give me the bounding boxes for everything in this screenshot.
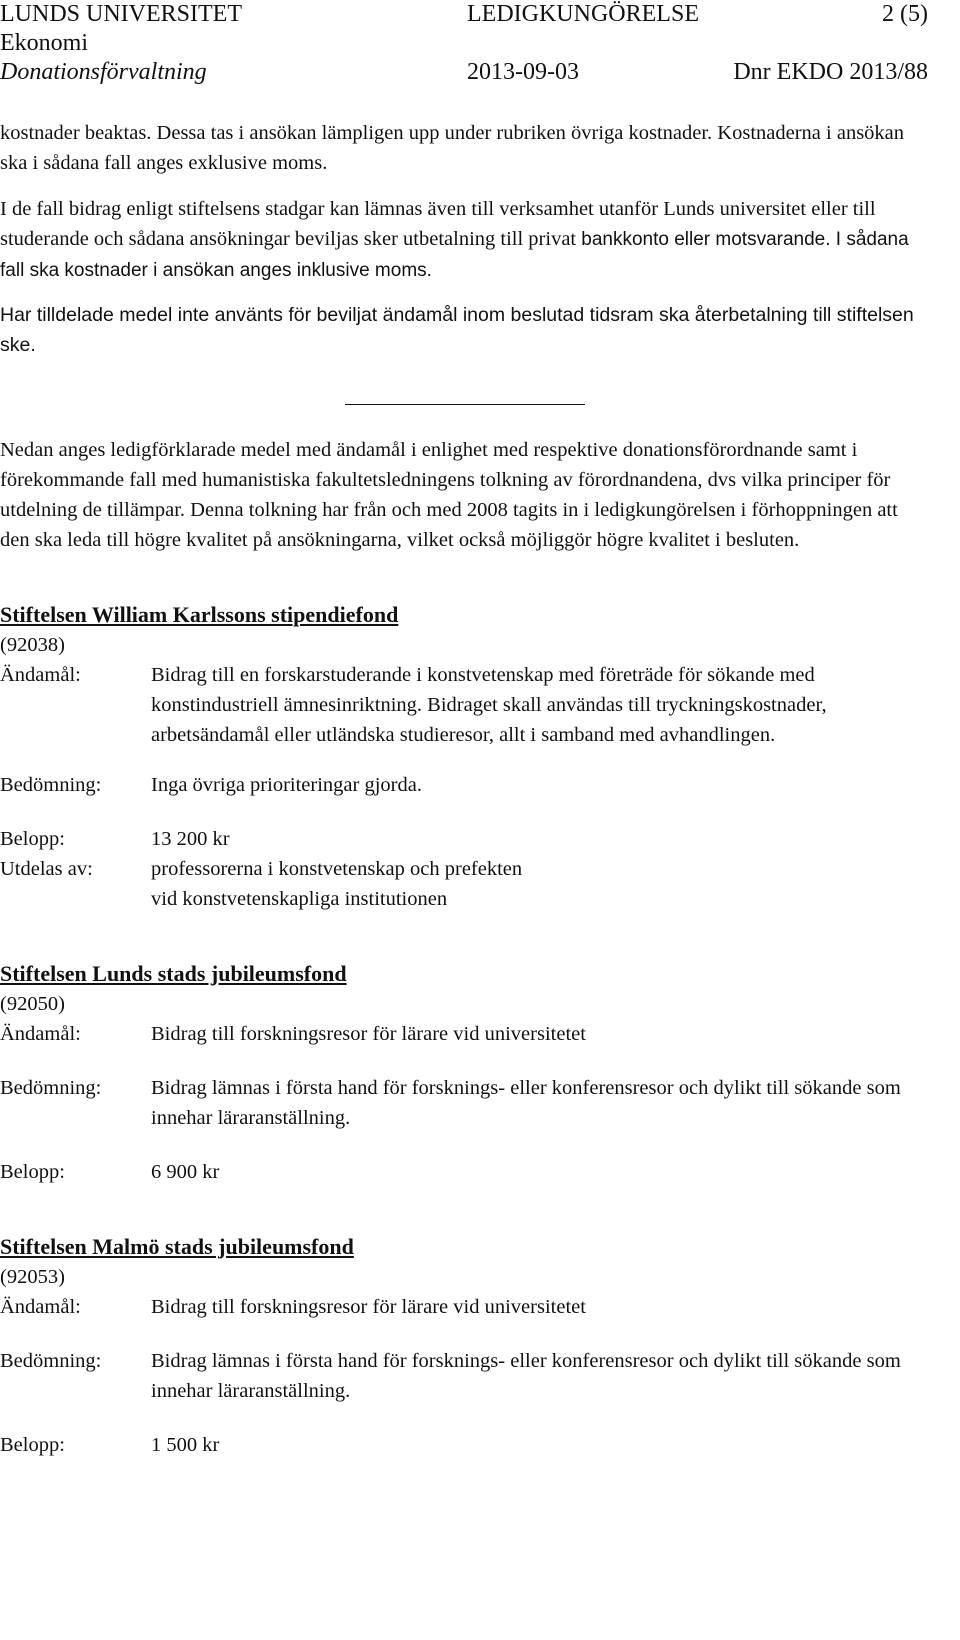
assessment-label: Bedömning: bbox=[0, 1350, 102, 1372]
distributor-line: vid konstvetenskapliga institutionen bbox=[151, 888, 448, 910]
fund-title: Stiftelsen Malmö stads jubileumsfond bbox=[0, 1234, 354, 1259]
fund-distributor-row bbox=[0, 854, 930, 914]
fund-amount-row bbox=[0, 1430, 930, 1460]
paragraph-payment-sans: bankkonto eller motsvarande. I sådana fall ska kostnader i ansökan anges inklusive moms. bbox=[0, 229, 909, 281]
fund-assessment-row bbox=[0, 1346, 930, 1406]
paragraph-intro: Nedan anges ledigförklarade medel med ändamål i enlighet med respektive donationsförordnande samt i förekommande fall med humanistiska fakultetsledningens tolkning av förordnandena, dvs vilka principer för utdelning de tillämpar. Denna tolkning har från och med 2008 tagits in i ledigkungörelsen i förhoppningen att den ska leda till högre kvalitet på ansökningarna, vilket också möjliggör högre kvalitet i besluten. bbox=[0, 439, 898, 551]
paragraph-costs: kostnader beaktas. Dessa tas i ansökan lämpligen upp under rubriken övriga kostnader. Kostnaderna i ansökan ska i sådana fall anges exklusive moms. bbox=[0, 122, 905, 174]
distributor-label: Utdelas av: bbox=[0, 858, 93, 880]
page-number: 2 (5) bbox=[882, 1, 928, 27]
fund-title: Stiftelsen William Karlssons stipendiefond bbox=[0, 602, 399, 627]
amount-label: Belopp: bbox=[0, 1161, 65, 1183]
amount-label: Belopp: bbox=[0, 828, 65, 850]
assessment-label: Bedömning: bbox=[0, 1077, 102, 1099]
fund-code: (92038) bbox=[0, 634, 65, 656]
amount-value: 6 900 kr bbox=[151, 1161, 220, 1183]
purpose-value: Bidrag till en forskarstuderande i konstvetenskap med företräde för sökande med konstindustriell ämnesinriktning. Bidraget skall användas till tryckningskostnader, arbetsändamål eller utländska studieresor, allt i samband med avhandlingen. bbox=[151, 664, 827, 746]
distributor-line: professorerna i konstvetenskap och prefekten bbox=[151, 858, 523, 880]
doc-date: 2013-09-03 bbox=[467, 59, 579, 85]
purpose-value: Bidrag till forskningsresor för lärare vid universitetet bbox=[151, 1296, 586, 1318]
paragraph-payment-text: I de fall bidrag enligt stiftelsens stadgar kan lämnas även till verksamhet utanför Lunds universitet eller till studerande och sådana ansökningar beviljas sker utbetalning till privat bbox=[0, 198, 876, 250]
fund-amount-row bbox=[0, 824, 930, 854]
assessment-label: Bedömning: bbox=[0, 774, 102, 796]
fund-section bbox=[0, 1232, 930, 1460]
purpose-value: Bidrag till forskningsresor för lärare vid universitetet bbox=[151, 1023, 586, 1045]
unit-name: Ekonomi bbox=[0, 30, 88, 56]
paragraph-payment bbox=[0, 194, 930, 286]
fund-code: (92053) bbox=[0, 1266, 65, 1288]
fund-section bbox=[0, 600, 930, 914]
assessment-value: Bidrag lämnas i första hand för forsknings- eller konferensresor och dylikt till sökande som innehar läraranställning. bbox=[151, 1350, 901, 1402]
org-name: LUNDS UNIVERSITET bbox=[0, 1, 242, 27]
purpose-label: Ändamål: bbox=[0, 1296, 81, 1318]
document-body bbox=[0, 118, 930, 1460]
fund-purpose-row bbox=[0, 660, 930, 750]
assessment-value: Inga övriga prioriteringar gjorda. bbox=[151, 774, 422, 796]
assessment-value: Bidrag lämnas i första hand för forsknings- eller konferensresor och dylikt till sökande som innehar läraranställning. bbox=[151, 1077, 901, 1129]
distributor-value bbox=[151, 854, 930, 914]
fund-title: Stiftelsen Lunds stads jubileumsfond bbox=[0, 961, 347, 986]
paragraph-repayment: Har tilldelade medel inte använts för beviljat ändamål inom beslutad tidsram ska återbetalning till stiftelsen ske. bbox=[0, 304, 914, 356]
fund-assessment-row bbox=[0, 770, 930, 800]
amount-label: Belopp: bbox=[0, 1434, 65, 1456]
purpose-label: Ändamål: bbox=[0, 664, 81, 686]
fund-section bbox=[0, 959, 930, 1187]
fund-purpose-row bbox=[0, 1292, 930, 1322]
doc-type: LEDIGKUNGÖRELSE bbox=[467, 1, 699, 27]
reference-number: Dnr EKDO 2013/88 bbox=[733, 59, 928, 85]
fund-purpose-row bbox=[0, 1019, 930, 1049]
separator-rule bbox=[345, 404, 585, 405]
amount-value: 1 500 kr bbox=[151, 1434, 220, 1456]
purpose-label: Ändamål: bbox=[0, 1023, 81, 1045]
dept-name: Donationsförvaltning bbox=[0, 59, 207, 85]
fund-assessment-row bbox=[0, 1073, 930, 1133]
amount-value: 13 200 kr bbox=[151, 828, 230, 850]
fund-amount-row bbox=[0, 1157, 930, 1187]
fund-code: (92050) bbox=[0, 993, 65, 1015]
